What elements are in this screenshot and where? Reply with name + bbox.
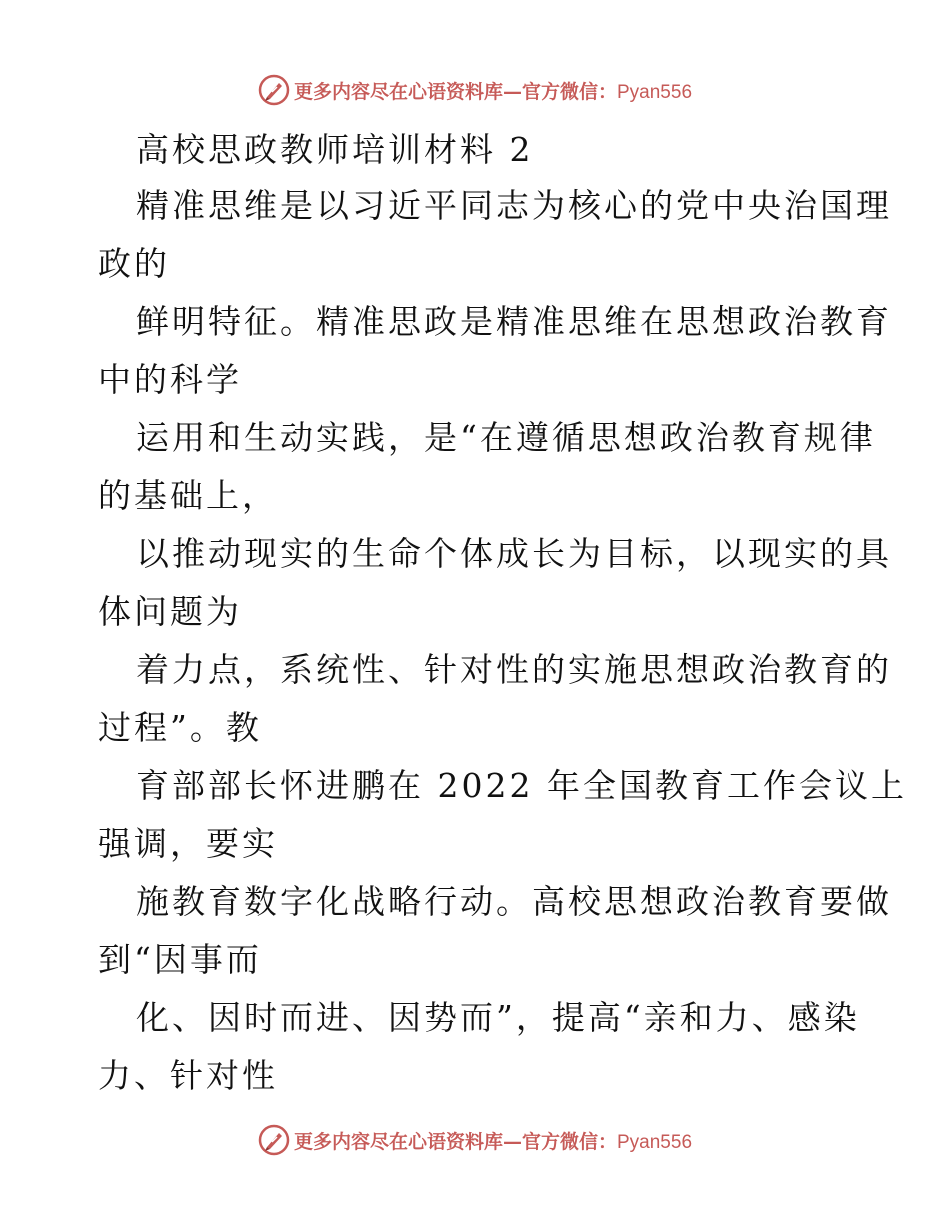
paragraph-line: 以推动现实的生命个体成长为目标，以现实的具 (136, 534, 892, 573)
paragraph-line: 力、针对性 (98, 1056, 278, 1095)
footer-banner-text (294, 1127, 692, 1154)
quill-pen-circle-icon (258, 1124, 290, 1156)
quill-pen-circle-icon (258, 74, 290, 106)
header-banner (0, 70, 950, 110)
paragraph-line: 的基础上， (98, 476, 278, 515)
paragraph-line: 鲜明特征。精准思政是精准思维在思想政治教育 (136, 302, 892, 341)
paragraph-line: 体问题为 (98, 592, 242, 631)
document-title: 高校思政教师培训材料 2 (136, 130, 534, 169)
paragraph-line: 着力点，系统性、针对性的实施思想政治教育的 (136, 650, 892, 689)
header-banner-text-cn: 更多内容尽在心语资料库—官方微信： (293, 80, 617, 103)
footer-banner-text-cn: 更多内容尽在心语资料库—官方微信： (293, 1130, 617, 1153)
paragraph-line: 化、因时而进、因势而”，提高“亲和力、感染 (136, 998, 860, 1037)
header-banner-content[interactable] (258, 74, 692, 106)
footer-banner-wechat-id: Pyan556 (617, 1131, 693, 1153)
paragraph-line: 运用和生动实践，是“在遵循思想政治教育规律 (136, 418, 876, 457)
paragraph-line: 施教育数字化战略行动。高校思想政治教育要做 (136, 882, 892, 921)
paragraph-line: 政的 (98, 244, 170, 283)
paragraph-line: 到“因事而 (98, 940, 262, 979)
footer-banner (0, 1120, 950, 1160)
paragraph-line: 过程”。教 (98, 708, 262, 747)
header-banner-text (294, 77, 692, 104)
paragraph-line: 育部部长怀进鹏在 2022 年全国教育工作会议上 (136, 766, 907, 805)
paragraph-line: 强调，要实 (98, 824, 278, 863)
paragraph-line: 中的科学 (98, 360, 242, 399)
footer-banner-content[interactable] (258, 1124, 692, 1156)
header-banner-wechat-id: Pyan556 (617, 81, 693, 103)
paragraph-line: 精准思维是以习近平同志为核心的党中央治国理 (136, 186, 892, 225)
